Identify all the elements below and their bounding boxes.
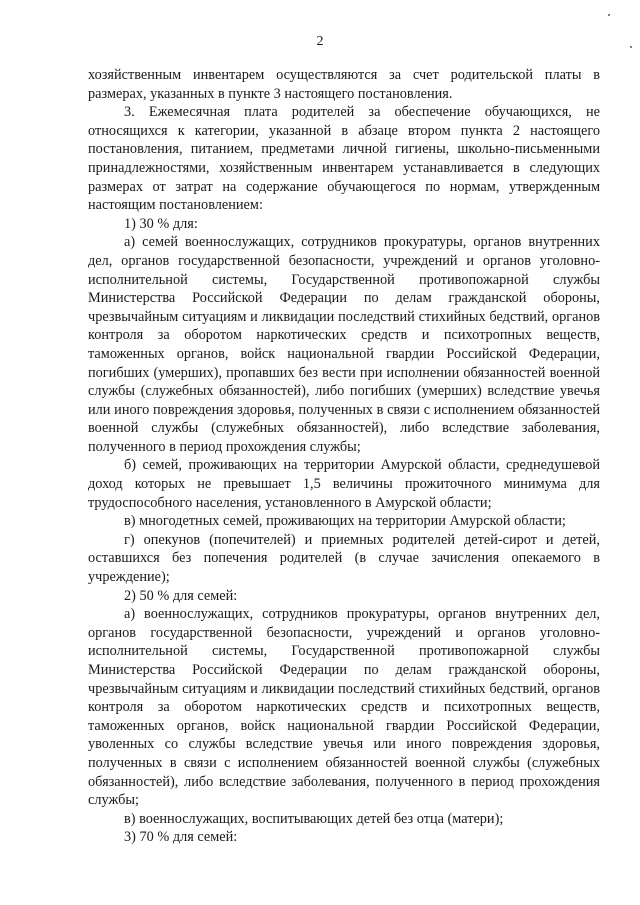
paragraph-30-a: а) семей военнослужащих, сотрудников прокуратуры, органов внутренних дел, органов государственной безопасности, учреждений и органов уголовно-исполнительной системы, Государственной противопожарной службы Министерства Российской Федерации по делам гражданской обороны, чрезвычайным ситуациям и ликвидации последствий стихийных бедствий, органов контроля за оборотом наркотических средств и психотропных веществ, таможенных органов, войск национальной гвардии Российской Федерации, погибших (умерших), пропавших без вести при исполнении обязанностей военной службы (служебных обязанностей), либо погибших (умерших) вследствие увечья или иного повреждения здоровья, полученных в связи с исполнением обязанностей военной службы (служебных обязанностей), либо вследствие заболевания, полученного в период прохождения службы; [88, 234, 600, 455]
paragraph-30-v: в) многодетных семей, проживающих на территории Амурской области; [124, 513, 566, 530]
paragraph-50-a: а) военнослужащих, сотрудников прокуратуры, органов внутренних дел, органов государственной безопасности, учреждений и органов уголовно-исполнительной системы, Государственной противопожарной службы Министерства Российской Федерации по делам гражданской обороны, чрезвычайным ситуациям и ликвидации последствий стихийных бедствий, органов контроля за оборотом наркотических средств и психотропных веществ, таможенных органов, войск национальной гвардии Российской Федерации, уволенных со службы вследствие увечья или иного повреждения здоровья, полученных в связи с исполнением обязанностей военной службы (служебных обязанностей), либо вследствие заболевания, полученного в период прохождения службы; [88, 606, 600, 809]
subheading-70-percent: 3) 70 % для семей: [124, 829, 238, 846]
subheading-50-percent: 2) 50 % для семей: [124, 587, 238, 604]
document-body [88, 66, 600, 847]
paragraph-continuation: хозяйственным инвентарем осуществляются за счет родительской платы в размерах, указанных в пункте 3 настоящего постановления. [88, 67, 600, 102]
scan-speck [608, 14, 610, 16]
paragraph-50-v: в) военнослужащих, воспитывающих детей без отца (матери); [124, 810, 504, 827]
paragraph-item-3: 3. Ежемесячная плата родителей за обеспечение обучающихся, не относящихся к категории, указанной в абзаце втором пункта 2 настоящего постановления, питанием, предметами личной гигиены, школьно-письменными принадлежностями, хозяйственным инвентарем устанавливается в следующих размерах от затрат на содержание обучающегося по нормам, утвержденным настоящим постановлением: [88, 104, 600, 214]
paragraph-30-g: г) опекунов (попечителей) и приемных родителей детей-сирот и детей, оставшихся без попечения родителей (в случае зачисления опекаемого в учреждение); [88, 531, 600, 586]
paragraph-30-b: б) семей, проживающих на территории Амурской области, среднедушевой доход которых не превышает 1,5 величины прожиточного минимума для трудоспособного населения, установленного в Амурской области; [88, 457, 600, 511]
subheading-30-percent: 1) 30 % для: [124, 215, 198, 232]
page-number: 2 [316, 34, 324, 49]
scan-speck [630, 46, 632, 48]
